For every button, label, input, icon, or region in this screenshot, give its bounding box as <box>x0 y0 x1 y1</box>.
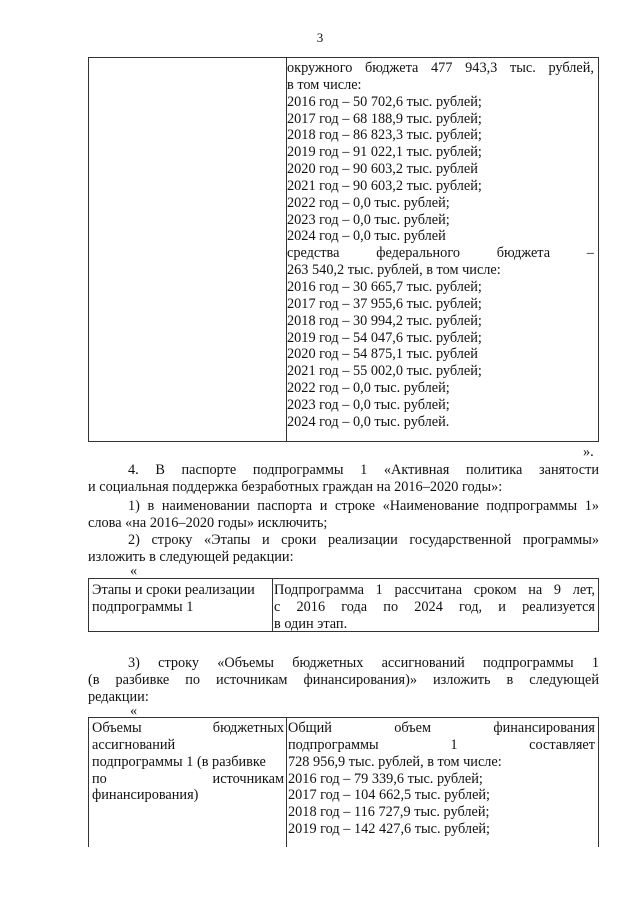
opening-quote: « <box>130 703 138 719</box>
paragraph-line: 3) строку «Объемы бюджетных ассигнований подпрограммы 1 <box>128 655 599 671</box>
funding-line: 2017 год – 37 955,6 тыс. рублей; <box>287 295 482 312</box>
cell-line: Объемы бюджетных <box>92 720 284 736</box>
funding-line: 2022 год – 0,0 тыс. рублей; <box>287 380 450 397</box>
cell-line: 728 956,9 тыс. рублей, в том числе: <box>288 753 502 770</box>
funding-line: 2018 год – 86 823,3 тыс. рублей; <box>287 127 482 144</box>
funding-line: 2021 год – 55 002,0 тыс. рублей; <box>287 363 482 380</box>
funding-line: 2024 год – 0,0 тыс. рублей. <box>287 413 450 430</box>
table-left-cell-empty <box>89 58 287 441</box>
paragraph-line: 2) строку «Этапы и сроки реализации государственной программы» <box>128 532 599 548</box>
page-number: 3 <box>316 30 324 45</box>
cell-line: ассигнований <box>92 736 176 753</box>
budget-allocations-table <box>88 717 599 847</box>
paragraph-line: 1) в наименовании паспорта и строке «Наименование подпрограммы 1» <box>128 498 599 514</box>
funding-line: 2020 год – 54 875,1 тыс. рублей <box>287 346 478 363</box>
funding-table-continuation <box>88 57 599 442</box>
cell-line: по источникам <box>92 770 284 787</box>
funding-line: средства федерального бюджета – <box>287 245 594 262</box>
stages-table-value-cell <box>274 582 595 633</box>
funding-line: 2020 год – 90 603,2 тыс. рублей <box>287 161 478 178</box>
cell-line: в один этап. <box>274 615 348 632</box>
funding-line: 2023 год – 0,0 тыс. рублей; <box>287 396 450 413</box>
closing-quote: ». <box>583 444 594 460</box>
funding-line: 2016 год – 50 702,6 тыс. рублей; <box>287 93 482 110</box>
funding-line: 2019 год – 54 047,6 тыс. рублей; <box>287 329 482 346</box>
item-3 <box>88 655 599 706</box>
funding-line: 2016 год – 30 665,7 тыс. рублей; <box>287 278 482 295</box>
table-right-cell <box>287 60 594 431</box>
funding-line: 2019 год – 91 022,1 тыс. рублей; <box>287 144 482 161</box>
cell-line: 2017 год – 104 662,5 тыс. рублей; <box>288 787 491 804</box>
paragraph-line: (в разбивке по источникам финансирования)» изложить в следующей <box>88 672 599 688</box>
funding-line: 2023 год – 0,0 тыс. рублей; <box>287 211 450 228</box>
funding-line: 2017 год – 68 188,9 тыс. рублей; <box>287 110 482 127</box>
paragraph-line: изложить в следующей редакции: <box>88 549 294 565</box>
funding-line: 2018 год – 30 994,2 тыс. рублей; <box>287 312 482 329</box>
paragraph-line: и социальная поддержка безработных граждан на 2016–2020 годы»: <box>88 479 503 495</box>
opening-quote: « <box>130 563 138 579</box>
stages-table-label-cell <box>89 579 273 631</box>
funding-line: 263 540,2 тыс. рублей, в том числе: <box>287 262 501 279</box>
paragraph-line: редакции: <box>88 689 149 705</box>
item-2 <box>88 532 599 566</box>
stages-table <box>88 578 599 632</box>
funding-line: 2022 год – 0,0 тыс. рублей; <box>287 194 450 211</box>
paragraph-line: 4. В паспорте подпрограммы 1 «Активная политика занятости <box>128 462 599 478</box>
funding-line: окружного бюджета 477 943,3 тыс. рублей, <box>287 60 594 76</box>
funding-line: 2021 год – 90 603,2 тыс. рублей; <box>287 177 482 194</box>
cell-line: подпрограммы 1 составляет <box>288 736 595 753</box>
cell-line: 2019 год – 142 427,6 тыс. рублей; <box>288 821 491 838</box>
paragraph-4 <box>88 462 599 496</box>
budget-table-value-cell <box>288 720 595 838</box>
cell-line: Этапы и сроки реализации <box>92 582 255 598</box>
funding-line: 2024 год – 0,0 тыс. рублей <box>287 228 446 245</box>
cell-line: 2016 год – 79 339,6 тыс. рублей; <box>288 770 483 787</box>
paragraph-line: слова «на 2016–2020 годы» исключить; <box>88 515 328 531</box>
cell-line: финансирования) <box>92 787 199 804</box>
cell-line: 2018 год – 116 727,9 тыс. рублей; <box>288 804 490 821</box>
item-1 <box>88 498 599 532</box>
cell-line: Общий объем финансирования <box>288 720 595 736</box>
cell-line: подпрограммы 1 (в разбивке <box>92 753 266 770</box>
cell-line: подпрограммы 1 <box>92 598 194 615</box>
cell-line: с 2016 года по 2024 год, и реализуется <box>274 598 595 615</box>
budget-table-label-cell <box>89 718 287 847</box>
funding-line: в том числе: <box>287 76 362 93</box>
cell-line: Подпрограмма 1 рассчитана сроком на 9 лет, <box>274 582 595 598</box>
